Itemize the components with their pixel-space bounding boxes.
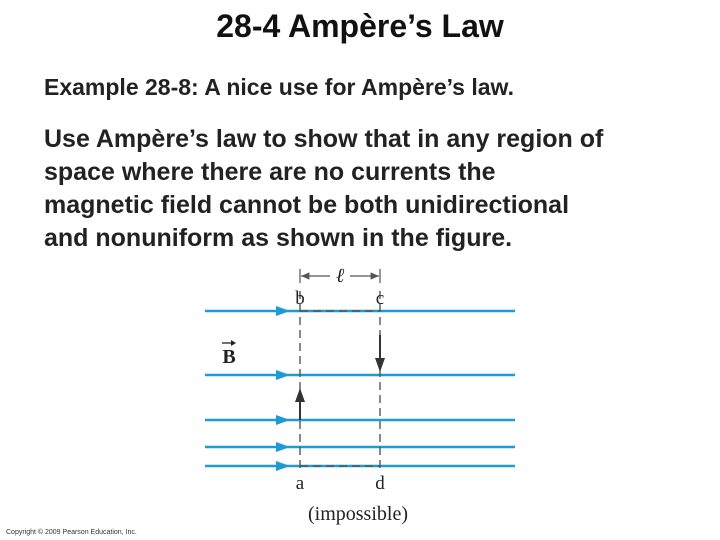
- field-line-arrowhead: [276, 306, 290, 316]
- field-label-b: B: [222, 346, 236, 368]
- problem-line-4: and nonuniform as shown in the figure.: [44, 224, 513, 252]
- figure-caption: (impossible): [308, 503, 408, 525]
- problem-line-1: Use Ampère’s law to show that in any region of: [44, 125, 604, 153]
- loop-up-arrowhead: [295, 388, 305, 402]
- field-line-arrowhead: [276, 370, 290, 380]
- field-lines: [205, 306, 515, 471]
- problem-line-2: space where there are no currents the: [44, 158, 496, 186]
- length-label: ℓ: [335, 265, 345, 287]
- length-dimension: [300, 265, 380, 287]
- loop-down-arrowhead: [375, 358, 385, 372]
- field-line-arrowhead: [276, 415, 290, 425]
- copyright-notice: Copyright © 2009 Pearson Education, Inc.: [6, 529, 137, 536]
- field-line-arrowhead: [276, 461, 290, 471]
- example-heading: Example 28-8: A nice use for Ampère’s law.: [44, 74, 514, 100]
- corner-label-a: a: [295, 473, 305, 494]
- problem-line-3: magnetic field cannot be both unidirectional: [44, 191, 570, 219]
- field-vector-label: [222, 340, 236, 368]
- slide-title: 28-4 Ampère’s Law: [216, 8, 504, 44]
- corner-label-b: b: [295, 288, 305, 309]
- corner-label-c: c: [375, 288, 385, 309]
- amperian-loop: [295, 291, 385, 470]
- field-line-arrowhead: [276, 442, 290, 452]
- corner-label-d: d: [375, 473, 385, 494]
